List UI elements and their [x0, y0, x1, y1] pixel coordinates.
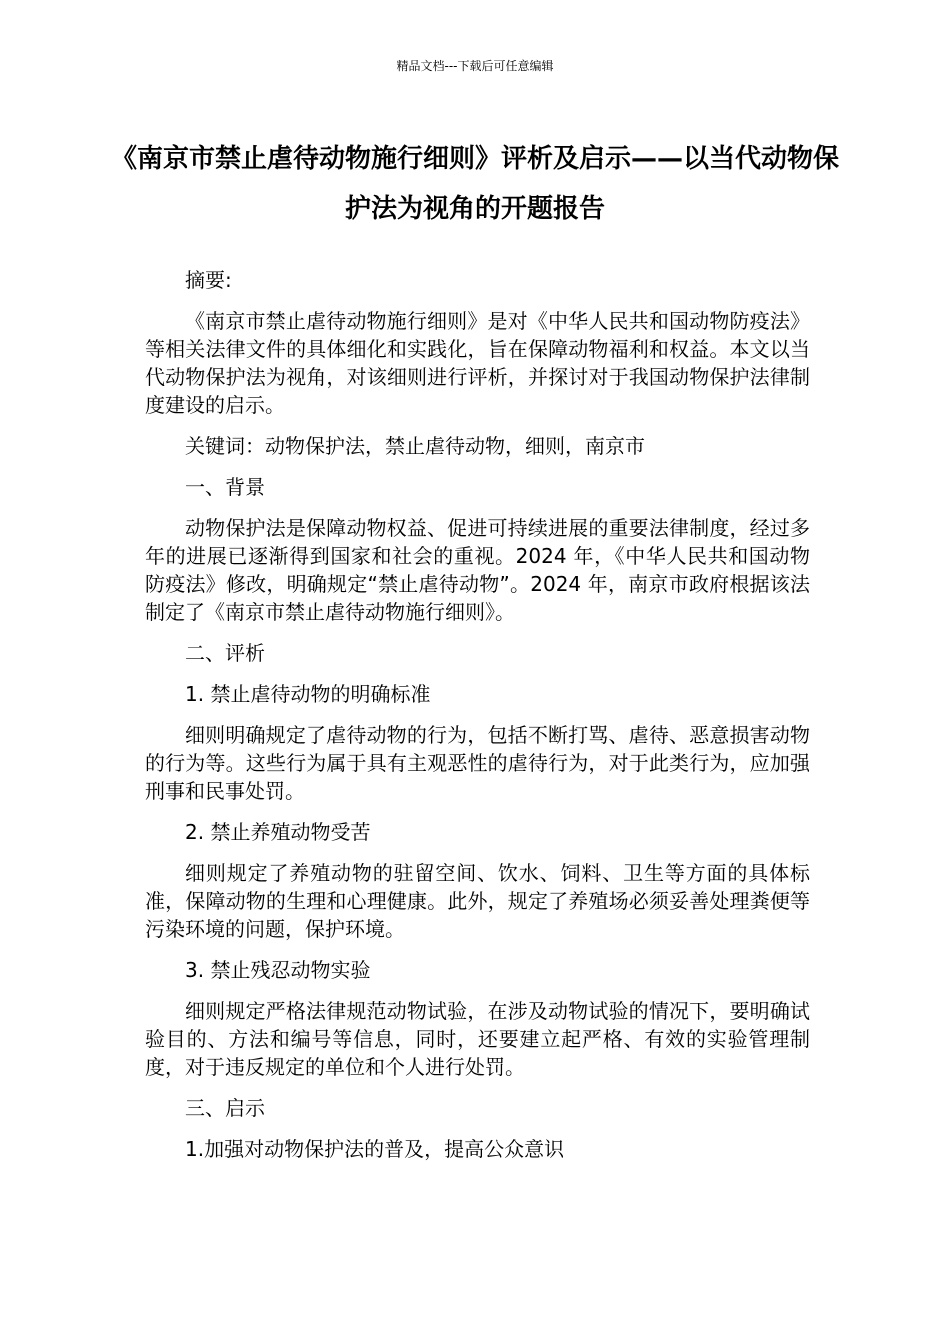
subheading-abuse-standards: 1. 禁止虐待动物的明确标准 [185, 682, 431, 706]
animal-experiments-paragraph: 细则规定严格法律规范动物试验，在涉及动物试验的情况下，要明确试验目的、方法和编号等信息，同时，还要建立起严格、有效的实验管理制度，对于违反规定的单位和个人进行处罚。 [145, 999, 810, 1079]
keywords-line: 关键词：动物保护法，禁止虐待动物，细则，南京市 [185, 434, 645, 458]
subheading-farm-animals: 2. 禁止养殖动物受苦 [185, 820, 371, 844]
section-heading-implications: 三、启示 [185, 1096, 265, 1120]
farm-animals-paragraph: 细则规定了养殖动物的驻留空间、饮水、饲料、卫生等方面的具体标准，保障动物的生理和心理健康。此外，规定了养殖场必须妥善处理粪便等污染环境的问题，保护环境。 [145, 861, 810, 941]
section-heading-analysis: 二、评析 [185, 641, 265, 665]
background-paragraph: 动物保护法是保障动物权益、促进可持续进展的重要法律制度，经过多年的进展已逐渐得到国家和社会的重视。2024 年，《中华人民共和国动物防疫法》修改，明确规定“禁止虐待动物”。2024 年，南京市政府根据该法制定了《南京市禁止虐待动物施行细则》。 [145, 516, 810, 624]
abuse-standards-paragraph: 细则明确规定了虐待动物的行为，包括不断打骂、虐待、恶意损害动物的行为等。这些行为属于具有主观恶性的虐待行为，对于此类行为，应加强刑事和民事处罚。 [145, 723, 810, 803]
section-heading-background: 一、背景 [185, 475, 265, 499]
document-title: 《南京市禁止虐待动物施行细则》评析及启示——以当代动物保护法为视角的开题报告 [110, 144, 839, 224]
abstract-label: 摘要: [185, 268, 232, 292]
page-header-note: 精品文档---下载后可任意编辑 [396, 59, 554, 73]
document-body [145, 266, 810, 1176]
subheading-public-awareness: 1.加强对动物保护法的普及，提高公众意识 [185, 1137, 565, 1161]
abstract-paragraph: 《南京市禁止虐待动物施行细则》是对《中华人民共和国动物防疫法》等相关法律文件的具体细化和实践化，旨在保障动物福利和权益。本文以当代动物保护法为视角，对该细则进行评析，并探讨对于我国动物保护法律制度建设的启示。 [145, 309, 810, 417]
subheading-animal-experiments: 3. 禁止残忍动物实验 [185, 958, 371, 982]
